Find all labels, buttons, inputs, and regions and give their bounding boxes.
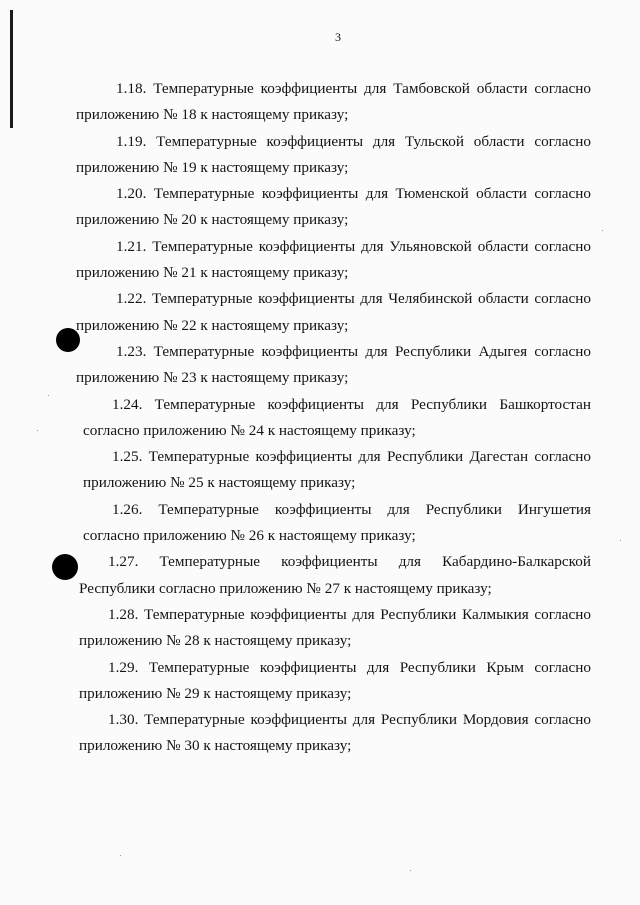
item-word: Республики [380,711,458,729]
item-word: Калмыкия [462,605,529,623]
list-item-line2: приложению № 20 к настоящему приказу; [76,211,349,229]
item-word: Температурные [154,395,256,413]
item-word: области [477,237,529,255]
item-word: Тамбовской [393,80,470,97]
item-word: коэффициенты [261,342,359,360]
item-word: для [360,290,383,308]
item-word: области [473,132,525,150]
item-word: коэффициенты [250,605,347,623]
item-word: Челябинской [388,290,473,308]
scan-speck [602,230,603,231]
item-word: Кабардино-Балкарской [442,553,591,571]
list-item-line1 [76,129,591,155]
list-item-line1 [76,339,591,365]
item-word: Ингушетия [517,500,591,518]
list-item-line2: приложению № 29 к настоящему приказу; [79,684,352,702]
item-word: Республики [394,342,472,360]
list-item-line2: приложению № 22 к настоящему приказу; [76,316,349,334]
item-number: 1.28. [108,605,139,623]
list-item-line2: приложению № 19 к настоящему приказу; [76,158,349,176]
item-word: коэффициенты [250,711,348,729]
item-number: 1.19. [116,132,147,150]
list-item-line1 [76,286,591,312]
list-item-line1 [76,549,591,575]
item-word: коэффициенты [267,395,365,413]
item-word: области [478,290,529,308]
item-number: 1.30. [108,711,139,729]
list-item-line1 [76,497,591,523]
scan-speck [620,540,621,541]
item-word: Тюменской [395,185,469,203]
list-item-line2: приложению № 28 к настоящему приказу; [79,632,352,650]
list-item-line2: приложению № 23 к настоящему приказу; [76,369,349,387]
item-word: согласно [534,342,591,360]
page-number: 3 [335,30,341,44]
list-item-line1 [76,707,591,733]
item-number: 1.24. [112,395,143,413]
list-item-line2: приложению № 21 к настоящему приказу; [76,264,349,282]
list-item-line2: приложению № 25 к настоящему приказу; [83,474,356,492]
item-word: для [398,553,421,571]
item-number: 1.18. [116,80,147,97]
item-word: Мордовия [462,711,529,729]
item-word: Ульяновской [389,237,472,255]
item-word: коэффициенты [281,553,378,571]
item-word: для [365,185,389,203]
list-item [76,602,591,655]
item-word: согласно [534,605,591,623]
item-word: Температурные [156,132,257,150]
list-item [76,444,591,497]
item-number: 1.20. [116,185,147,203]
scan-speck [37,430,38,431]
item-word: Температурные [153,80,254,97]
list-item [76,234,591,287]
hole-punch-mark [52,554,78,580]
item-word: для [352,605,375,623]
item-word: коэффициенты [258,290,355,308]
item-word: Республики [410,395,488,413]
item-word: коэффициенты [274,500,372,518]
item-word: Температурные [148,658,250,676]
list-item-line1 [76,655,591,681]
item-word: согласно [534,711,591,729]
item-word: Температурные [144,605,245,623]
item-word: согласно [534,80,591,97]
list-item [76,655,591,708]
item-word: коэффициенты [258,237,356,255]
item-word: Крым [486,658,524,676]
list-item [76,76,591,129]
scan-edge-mark [10,10,13,128]
item-word: Температурные [152,237,253,255]
item-word: Башкортостан [499,395,591,413]
item-word: Тульской [404,132,464,150]
item-word: согласно [534,132,591,150]
list-item [76,181,591,234]
item-word: для [387,500,410,518]
list-item [76,549,591,602]
list-item-line1 [76,181,591,207]
item-word: коэффициенты [255,448,353,466]
item-word: Температурные [153,185,255,203]
item-word: для [358,448,381,466]
list-item-line1 [76,444,591,470]
item-word: Республики [399,658,476,676]
item-word: Температурные [159,553,261,571]
list-item-line1 [76,392,591,418]
item-word: согласно [534,658,591,676]
item-word: Температурные [153,342,255,360]
list-item-line2: согласно приложению № 26 к настоящему приказу; [83,527,416,545]
item-word: Адыгея [478,342,528,360]
item-word: согласно [534,290,591,308]
order-items-list [76,76,591,760]
item-word: для [364,80,387,97]
list-item-line2: Республики согласно приложению № 27 к настоящему приказу; [79,579,492,597]
item-word: Дагестан [469,448,529,466]
item-word: согласно [534,448,591,466]
item-word: области [476,80,528,97]
list-item-line1 [76,76,591,102]
item-word: Температурные [148,448,250,466]
list-item [76,707,591,760]
list-item-line1 [76,234,591,260]
item-word: коэффициенты [266,132,364,150]
item-word: Температурные [144,711,245,729]
item-number: 1.27. [108,553,139,571]
item-number: 1.23. [116,342,147,360]
item-word: для [361,237,384,255]
item-word: Республики [425,500,502,518]
item-word: для [376,395,399,413]
item-word: Республики [386,448,464,466]
item-word: для [352,711,376,729]
item-word: Республики [380,605,457,623]
item-word: согласно [534,185,591,203]
scan-speck [120,855,121,856]
item-word: коэффициенты [261,185,359,203]
scan-speck [410,870,411,871]
item-word: согласно [534,237,591,255]
item-word: области [476,185,527,203]
list-item [76,497,591,550]
list-item [76,392,591,445]
item-word: Температурные [158,500,259,518]
scan-speck [48,395,49,396]
item-word: для [372,132,396,150]
list-item-line2: согласно приложению № 24 к настоящему приказу; [83,421,416,439]
item-word: коэффициенты [259,658,357,676]
list-item [76,129,591,182]
list-item-line2: приложению № 18 к настоящему приказу; [76,106,349,124]
item-number: 1.25. [112,448,143,466]
item-number: 1.22. [116,290,147,308]
list-item-line2: приложению № 30 к настоящему приказу; [79,737,352,755]
list-item [76,286,591,339]
list-item-line1 [76,602,591,628]
item-number: 1.26. [112,500,143,518]
item-number: 1.29. [108,658,139,676]
item-word: для [366,658,390,676]
item-word: для [365,342,388,360]
item-word: коэффициенты [260,80,358,97]
item-number: 1.21. [116,237,147,255]
list-item [76,339,591,392]
item-word: Температурные [151,290,253,308]
